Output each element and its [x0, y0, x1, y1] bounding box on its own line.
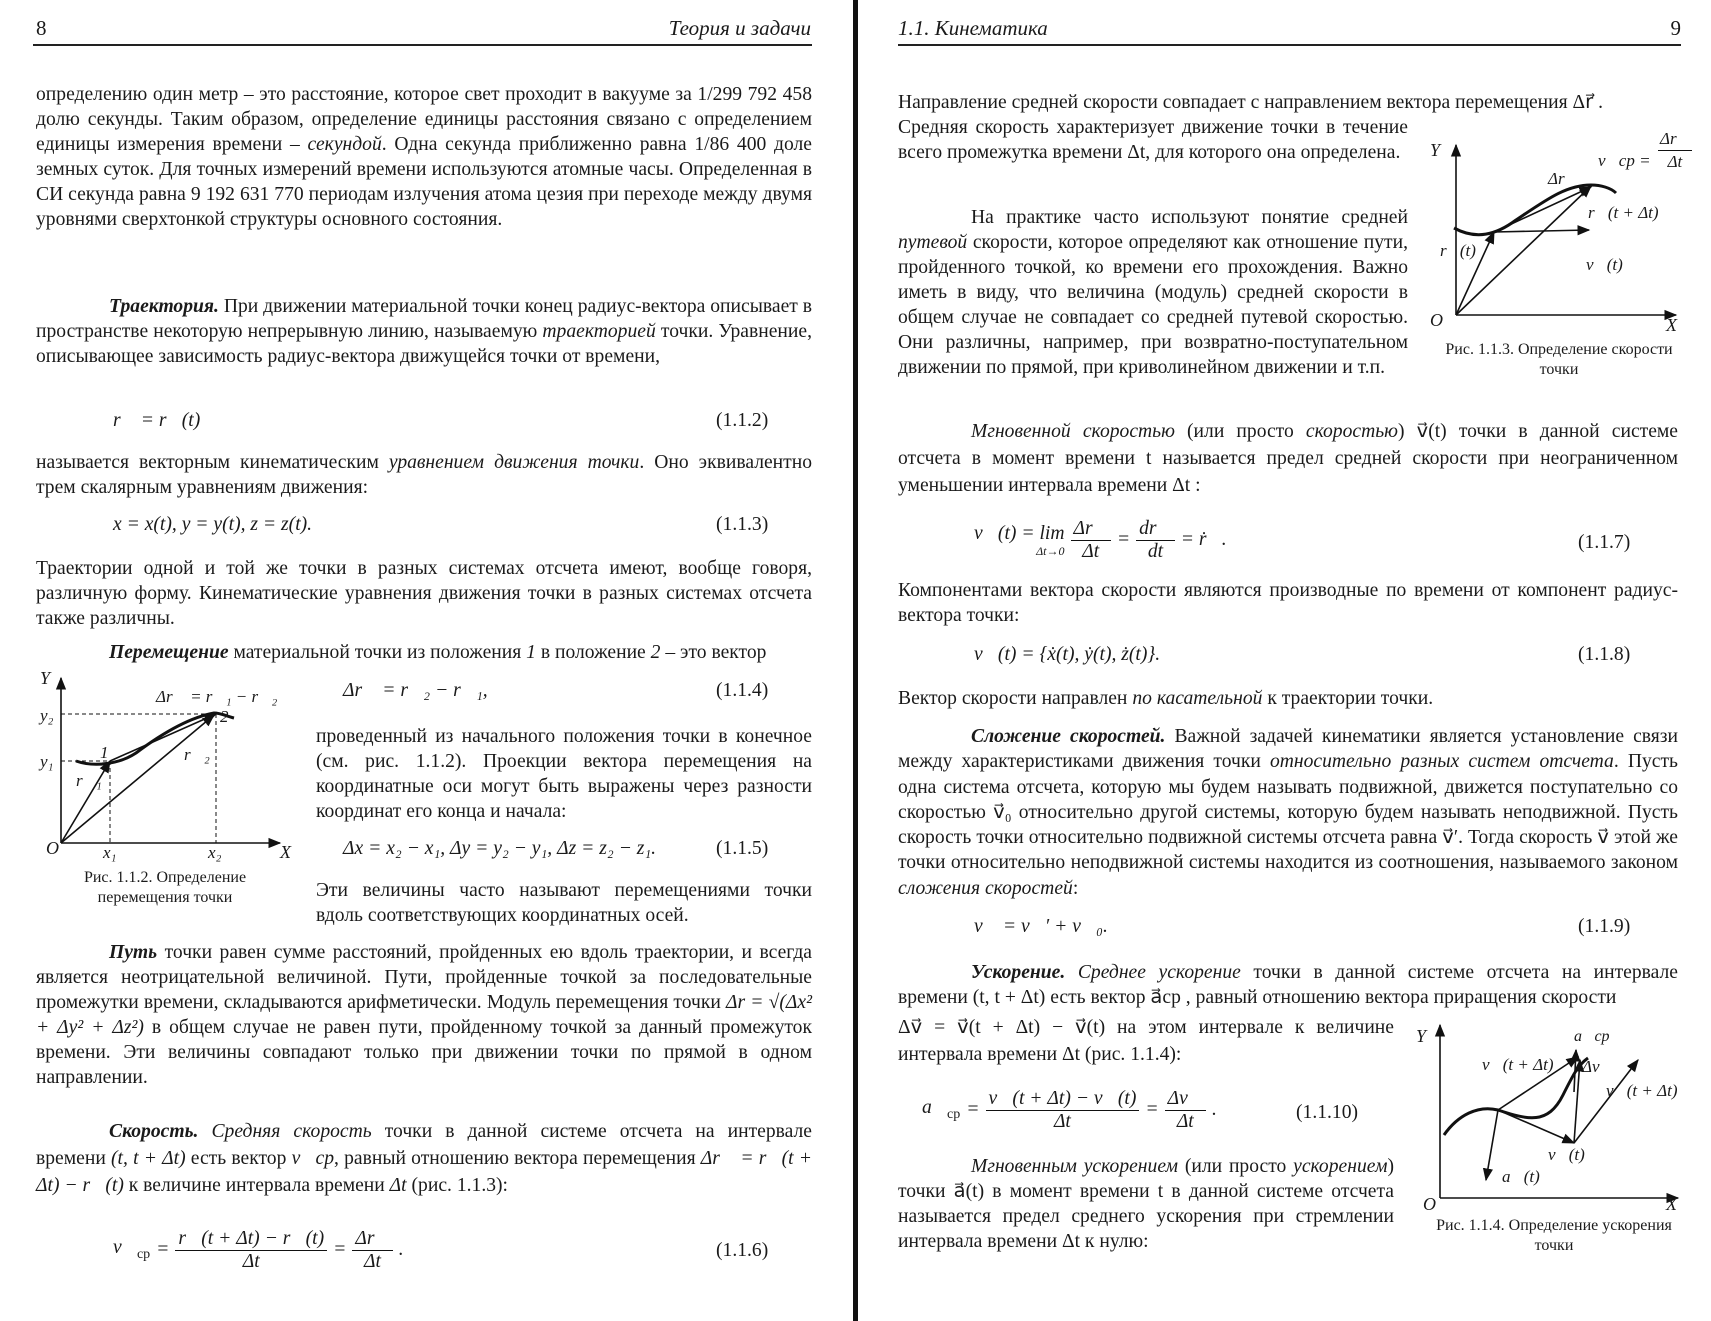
- fig112-caption: [60, 868, 270, 908]
- trajectory-text-3: точки. Уравнение, описывающее зависимость радиус-вектора движущейся точки от времени,: [36, 321, 812, 367]
- eq116-lhs-v: v⃗: [113, 1237, 137, 1259]
- displacement-position-2: 2: [650, 642, 661, 663]
- intro-paragraph: [36, 82, 812, 232]
- called-paragraph: Эти величины часто называют перемещениями точки вдоль соответствующих координатных осей.: [316, 880, 812, 926]
- fig113-label-x: X: [1666, 315, 1677, 335]
- speed-formula-vcp: v⃗ср: [291, 1148, 335, 1169]
- displacement-text-2: в положение: [535, 642, 651, 663]
- instant-accel-text-4: ) точки a⃗(t) в момент времени t в данной системе отсчета называется предел среднего ускорения при стремлении интервала времени Δt к нулю:: [898, 1156, 1394, 1252]
- fig113-fraction: [1658, 128, 1692, 173]
- fig114-label-o: O: [1423, 1194, 1436, 1214]
- equation-number-1-1-7: (1.1.7): [1578, 532, 1631, 553]
- equation-1-1-6: [113, 1220, 404, 1280]
- eq116-lhs: [113, 1237, 150, 1263]
- eq117-num-1: Δr⃗: [1071, 518, 1111, 541]
- equation-1-1-9: v⃗ = v⃗′ + v⃗₀.: [974, 916, 1108, 937]
- addition-term: Сложение скоростей.: [971, 726, 1166, 747]
- eq116-equals-1: =: [156, 1239, 170, 1260]
- motion-eq-text-1: называется векторным кинематическим: [36, 452, 389, 473]
- path-speed-paragraph: [898, 205, 1408, 380]
- fig114-label-vtdt2: v⃗(t + Δt): [1606, 1081, 1678, 1100]
- fig113-label-y: Y: [1430, 140, 1441, 160]
- eq117-den-2: dt: [1147, 540, 1164, 562]
- eq117-fraction-2: [1136, 518, 1175, 563]
- motion-eq-text-2: уравнением движения точки: [388, 452, 640, 473]
- eq1110-lhs-sub: ср: [947, 1106, 961, 1122]
- displacement-position-1: 1: [526, 642, 536, 663]
- eq1110-num-2: Δv⃗: [1165, 1088, 1206, 1111]
- instant-text-1: Мгновенной скоростью: [971, 421, 1175, 442]
- equation-number-1-1-2: (1.1.2): [716, 410, 769, 431]
- speed-formula-dr: Δr⃗ = r⃗(t + Δt) − r⃗(t): [36, 1148, 813, 1196]
- speed-text-1: [198, 1121, 211, 1142]
- path-term: Путь: [109, 942, 158, 963]
- displacement-term: Перемещение: [109, 642, 229, 663]
- equation-1-1-2: r⃗ = r⃗(t): [113, 410, 201, 431]
- instant-text-4: ) v⃗(t) точки в данной системе отсчета в момент времени t называется предел средней скорости при неограниченном уменьшении интервала времени Δt :: [898, 421, 1678, 496]
- speed-formula-dt: Δt: [389, 1175, 407, 1196]
- fig112-label-x: X: [280, 842, 291, 862]
- intro-text-2: . Одна секунда приближенно равна 1/86 400 доле земных суток. Для точных измерений времени используются атомные часы. Определенная в СИ секунда равна 9 192 631 770 периодам излучения атома цезия при переходе между двумя уровнями сверхтонкой структуры основного состояния.: [36, 134, 812, 230]
- equation-number-1-1-6: (1.1.6): [716, 1240, 769, 1261]
- eq1110-fraction-1: [986, 1088, 1140, 1133]
- addition-paragraph: [898, 724, 1678, 901]
- fig112-label-point2: 2: [220, 707, 229, 726]
- trajectory-text-2: траекторией: [542, 321, 656, 342]
- running-head-right: 1.1. Кинематика: [898, 16, 1048, 40]
- trajectory-paragraph: [36, 294, 812, 369]
- fig112-caption-line1: Рис. 1.1.2. Определение: [83, 869, 247, 886]
- tangent-text-2: по касательной: [1132, 688, 1263, 709]
- fig114-label-y: Y: [1416, 1026, 1427, 1046]
- fig114-label-at: a⃗(t): [1502, 1167, 1540, 1186]
- path-speed-text-2: путевой: [898, 232, 968, 253]
- fig114-label-acp: a⃗ср: [1574, 1028, 1610, 1045]
- fig113-label-o: O: [1430, 310, 1443, 330]
- addition-text-5: :: [1072, 877, 1079, 899]
- speed-text-6: к величине интервала времени: [123, 1175, 390, 1196]
- equation-1-1-8: v⃗(t) = {ẋ(t), ẏ(t), ż(t)}.: [974, 644, 1161, 665]
- tangent-text-1: Вектор скорости направлен: [898, 688, 1133, 709]
- instant-accel-paragraph: [898, 1154, 1394, 1254]
- eq117-equals: =: [1116, 529, 1131, 550]
- fig114-label-x: X: [1666, 1194, 1677, 1214]
- fig113-caption-line2: точки: [1539, 361, 1579, 378]
- eq116-equals-2: =: [333, 1239, 347, 1260]
- fig113-dr-vector: [1494, 187, 1591, 232]
- fig114-label-dv: Δv⃗: [1582, 1057, 1613, 1076]
- direction-paragraph: Направление средней скорости совпадает с направлением вектора перемещения Δr⃗ .: [898, 92, 1603, 113]
- equation-number-1-1-10: (1.1.10): [1296, 1102, 1359, 1123]
- eq117-num-2: dr⃗: [1136, 518, 1175, 541]
- page-number-left: 8: [36, 16, 47, 40]
- eq117-lhs-group: [974, 523, 1065, 557]
- fig112-label-r1: r⃗₁: [76, 771, 102, 790]
- speed-text-2: Средняя скорость: [211, 1121, 372, 1142]
- acceleration-paragraph: [898, 960, 1678, 1010]
- path-text-1: точки равен сумме расстояний, пройденных ею вдоль траектории, и всегда является неотрицательной величиной. Пути, пройденные точкой за последовательные промежутки времени, складываются арифметически. Модуль перемещения точки: [36, 942, 812, 1013]
- eq1110-lhs: [922, 1097, 960, 1123]
- eq117-lhs: v⃗(t) = lim: [974, 523, 1065, 544]
- equation-number-1-1-9: (1.1.9): [1578, 916, 1631, 937]
- speed-formula-interval: (t, t + Δt): [111, 1148, 186, 1169]
- instant-text-3: скоростью: [1305, 421, 1398, 442]
- instant-speed-paragraph: [898, 418, 1678, 499]
- speed-text-7: (рис. 1.1.3):: [406, 1175, 508, 1196]
- trajectory-term: Траектория.: [109, 296, 219, 317]
- fig114-vt-vector: [1498, 1110, 1574, 1143]
- eq1110-lhs-a: a⃗: [922, 1097, 948, 1119]
- fig112-label-y: Y: [40, 668, 51, 688]
- fig112-caption-line2: перемещения точки: [97, 889, 233, 906]
- path-speed-text-3: скорости, которое определяют как отношение пути, пройденного точкой, ко времени его прохождения. Важно иметь в виду, что величина (модуль) средней скорости в общем случае не совпадает со средней путевой скоростью. Они различны, например, при возвратно-поступательном движении по прямой, при криволинейном движении и т.п.: [898, 232, 1408, 378]
- addition-text-4: сложения скоростей: [898, 877, 1073, 899]
- eq116-fraction-1: [175, 1228, 327, 1273]
- header-rule-right: [898, 44, 1681, 46]
- fig112-label-o: O: [46, 838, 59, 858]
- fig114-label-vtdt: v⃗(t + Δt): [1482, 1055, 1554, 1074]
- tangent-text-3: к траектории точки.: [1262, 688, 1434, 709]
- fig113-label-dr: Δr⃗: [1548, 169, 1578, 188]
- equation-1-1-5: Δx = x₂ − x₁, Δy = y₂ − y₁, Δz = z₂ − z₁.: [343, 838, 657, 859]
- eq117-lim-sub: Δt→0: [1036, 544, 1065, 558]
- fig112-label-y1: y₁: [40, 752, 54, 771]
- speed-text-3: точки в данной системе отсчета на интервале времени: [36, 1121, 813, 1169]
- right-page: [858, 0, 1711, 1321]
- equation-number-1-1-3: (1.1.3): [716, 514, 769, 535]
- fig113-caption: [1424, 340, 1694, 380]
- eq116-lhs-sub: ср: [136, 1246, 151, 1262]
- displacement-text-1: материальной точки из положения: [228, 642, 527, 663]
- avg-speed-paragraph: Средняя скорость характеризует движение точки в течение всего промежутка времени Δt, для которого она определена.: [898, 117, 1408, 163]
- fig113-label-vt: v⃗(t): [1586, 255, 1623, 274]
- speed-term: Скорость.: [109, 1121, 199, 1142]
- fig112-label-delta-r: Δr⃗ = r⃗₁ − r⃗₂: [156, 687, 278, 706]
- eq117-den-1: Δt: [1082, 540, 1100, 562]
- path-speed-text-1: На практике часто используют понятие средней: [971, 207, 1408, 228]
- speed-text-5: , равный отношению вектора перемещения: [334, 1148, 701, 1169]
- instant-accel-text-2: (или просто: [1178, 1156, 1294, 1177]
- fig112-label-y2: y₂: [40, 706, 54, 725]
- accel-text-2: Среднее ускорение: [1077, 962, 1241, 983]
- eq1110-den-1: Δt: [1053, 1110, 1071, 1132]
- displacement-paragraph: [36, 640, 812, 665]
- motion-equation-paragraph: [36, 450, 812, 500]
- intro-text-second: секундой: [307, 134, 382, 155]
- path-formula: Δr = √(Δx² + Δy² + Δz²): [36, 992, 812, 1038]
- accel-continued-paragraph: Δv⃗ = v⃗(t + Δt) − v⃗(t) на этом интервале к величине интервала времени Δt (рис. 1.1.4):: [898, 1017, 1394, 1065]
- eq1110-equals-2: =: [1145, 1099, 1159, 1120]
- displacement-text-3: – это вектор: [660, 642, 767, 663]
- addition-text-3: . Пусть одна система отсчета, которую мы будем называть подвижной, движется поступательно со скоростью v⃗₀ относительно другой системы, которую будем называть неподвижной. Пусть скорость точки относительно подвижной системы отсчета равна v⃗′. Тогда скорость v⃗ этой же точки относительно неподвижной системы находится из соотношения, называемого законом: [898, 751, 1678, 874]
- projection-paragraph: проведенный из начального положения точки в конечное (см. рис. 1.1.2). Проекции вектора перемещения на координатные оси могут быть выражены через разности координат его конца и начала:: [316, 726, 812, 822]
- eq116-fraction-2: [352, 1228, 392, 1273]
- fig114-caption-line1: Рис. 1.1.4. Определение ускорения: [1436, 1217, 1672, 1234]
- fig113-vt-vector: [1494, 230, 1589, 232]
- motion-eq-text-3: . Оно эквивалентно трем скалярным уравнениям движения:: [36, 452, 812, 498]
- eq116-period: .: [398, 1239, 404, 1260]
- eq116-num-1: r⃗(t + Δt) − r⃗(t): [175, 1228, 327, 1251]
- eq1110-period: .: [1212, 1099, 1217, 1120]
- fig113-rtdt-vector: [1456, 186, 1591, 315]
- fig112-label-point1: 1: [100, 743, 109, 762]
- running-head-left: Теория и задачи: [668, 16, 811, 40]
- addition-text-2: относительно разных систем отсчета: [1269, 751, 1614, 773]
- instant-text-2: (или просто: [1174, 421, 1306, 442]
- eq1110-equals-1: =: [966, 1099, 980, 1120]
- path-text-2: в общем случае не равен пути, пройденному точкой за данный промежуток времени. Эти величины совпадают только при движении точки по прямой в одном направлении.: [36, 1017, 812, 1088]
- eq117-rhs: = ṙ⃗.: [1180, 529, 1227, 550]
- equation-number-1-1-8: (1.1.8): [1578, 644, 1631, 665]
- equation-1-1-4: Δr⃗ = r⃗₂ − r⃗₁,: [343, 680, 488, 701]
- fig112-label-r2: r⃗₂: [184, 745, 210, 764]
- eq116-den-1: Δt: [242, 1250, 260, 1272]
- fig113-label-rtdt: r⃗(t + Δt): [1588, 203, 1659, 222]
- trajectory-text-1: При движении материальной точки конец радиус-вектора описывает в пространстве некоторую непрерывную линию, называемую: [36, 296, 812, 342]
- systems-paragraph: Траектории одной и той же точки в разных системах отсчета имеют, вообще говоря, различную форму. Кинематические уравнения движения точки в разных системах отсчета также различны.: [36, 558, 812, 629]
- tangent-paragraph: [898, 686, 1678, 711]
- eq1110-fraction-2: [1165, 1088, 1206, 1133]
- fig113-label-vcp: v⃗ср =: [1598, 151, 1651, 170]
- eq117-fraction-1: [1071, 518, 1111, 563]
- path-paragraph: [36, 940, 812, 1090]
- fig113-fraction-den: Δt: [1667, 152, 1683, 171]
- fig114-caption-line2: точки: [1534, 1237, 1574, 1254]
- fig113-label-rt: r⃗(t): [1440, 241, 1476, 260]
- instant-accel-text-1: Мгновенным ускорением: [971, 1156, 1179, 1177]
- equation-1-1-10: [922, 1080, 1217, 1140]
- eq116-num-2: Δr⃗: [352, 1228, 392, 1251]
- equation-number-1-1-4: (1.1.4): [716, 680, 769, 701]
- intro-text-1: определению один метр – это расстояние, которое свет проходит в вакууме за 1/299 792 458 долю секунды. Таким образом, определение единицы расстояния связано с определением единицы измерения времени –: [36, 84, 812, 155]
- instant-accel-text-3: ускорением: [1293, 1156, 1388, 1177]
- fig113-caption-line1: Рис. 1.1.3. Определение скорости: [1445, 341, 1673, 358]
- equation-1-1-7: [974, 510, 1227, 570]
- accel-term: Ускорение.: [971, 962, 1066, 983]
- left-page: [0, 0, 855, 1321]
- fig114-caption: [1418, 1216, 1690, 1256]
- addition-text-1: Важной задачей кинематики является установление связи между характеристиками движения точки: [898, 726, 1679, 773]
- fig114-label-vt: v⃗(t): [1548, 1145, 1585, 1164]
- fig114-at-vector: [1486, 1110, 1498, 1180]
- accel-text-3: точки в данной системе отсчета на интервале времени (t, t + Δt) есть вектор a⃗ср , равный отношению вектора приращения скорости: [898, 962, 1678, 1008]
- components-paragraph: Компонентами вектора скорости являются производные по времени от компонент радиус-вектора точки:: [898, 580, 1678, 626]
- page-number-right: 9: [1670, 16, 1681, 40]
- equation-number-1-1-5: (1.1.5): [716, 838, 769, 859]
- fig112-label-x1: x₁: [103, 843, 117, 862]
- figure-1-1-4: [1428, 1020, 1688, 1215]
- eq1110-num-1: v⃗(t + Δt) − v⃗(t): [986, 1088, 1140, 1111]
- equation-1-1-3: x = x(t), y = y(t), z = z(t).: [113, 514, 313, 535]
- header-rule-left: [33, 44, 812, 46]
- speed-text-4: есть вектор: [185, 1148, 292, 1169]
- eq1110-den-2: Δt: [1176, 1110, 1194, 1132]
- speed-paragraph: [36, 1118, 812, 1199]
- fig112-label-x2: x₂: [208, 843, 222, 862]
- fig114-acp-vector: [1574, 1050, 1576, 1092]
- accel-text-1: [1065, 962, 1078, 983]
- fig113-fraction-num: Δr⃗: [1658, 128, 1692, 151]
- eq116-den-2: Δt: [364, 1250, 381, 1272]
